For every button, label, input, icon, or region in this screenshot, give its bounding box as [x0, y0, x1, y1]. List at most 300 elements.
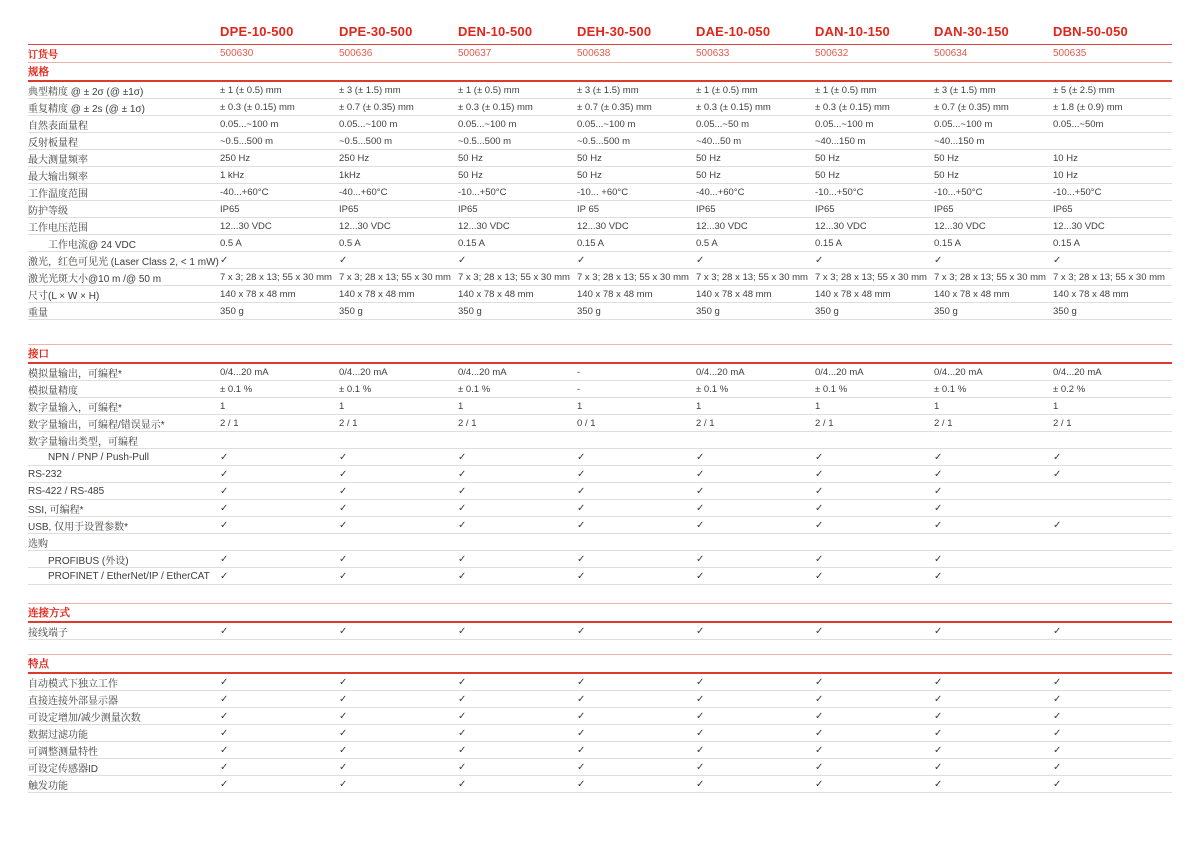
check-icon: ✓	[815, 727, 824, 739]
spec-cell	[696, 677, 815, 688]
spec-cell: -40...+60°C	[220, 186, 269, 198]
table-row	[28, 184, 1172, 201]
check-icon: ✓	[220, 553, 229, 565]
check-icon: ✓	[220, 710, 229, 722]
table-row	[28, 483, 1172, 500]
check-icon: ✓	[458, 570, 467, 582]
spec-cell: 350 g	[815, 305, 839, 317]
check-icon: ✓	[815, 451, 824, 463]
spec-cell	[1053, 469, 1172, 480]
spec-cell	[339, 711, 458, 722]
table-row	[28, 691, 1172, 708]
check-icon: ✓	[339, 625, 348, 637]
table-row	[28, 568, 1172, 585]
spec-cell	[577, 711, 696, 722]
check-icon: ✓	[815, 710, 824, 722]
table-row	[28, 776, 1172, 793]
spec-cell: 0.05...~50m	[1053, 118, 1104, 130]
model-name: DEN-10-500	[458, 24, 533, 39]
check-icon: ✓	[696, 519, 705, 531]
check-icon: ✓	[1053, 761, 1062, 773]
check-icon: ✓	[1053, 676, 1062, 688]
spec-cell	[220, 711, 339, 722]
spec-cell	[934, 745, 1053, 756]
table-row	[28, 269, 1172, 286]
check-icon: ✓	[458, 778, 467, 790]
spec-cell	[934, 626, 1053, 637]
spec-cell	[696, 452, 815, 463]
spec-cell: 140 x 78 x 48 mm	[458, 288, 534, 300]
table-row	[28, 364, 1172, 381]
row-label: PROFIBUS (外设)	[48, 555, 129, 567]
spec-cell	[220, 694, 339, 705]
section	[28, 603, 1172, 640]
check-icon: ✓	[696, 727, 705, 739]
spec-cell	[934, 694, 1053, 705]
spec-cell	[577, 779, 696, 790]
table-row	[28, 303, 1172, 320]
table-row	[28, 167, 1172, 184]
table-row	[28, 116, 1172, 133]
spec-cell	[458, 728, 577, 739]
spec-cell: ± 0.1 %	[220, 383, 253, 395]
check-icon: ✓	[696, 744, 705, 756]
section-title: 规格	[28, 66, 49, 78]
check-icon: ✓	[339, 727, 348, 739]
spec-cell: 50 Hz	[458, 152, 483, 164]
check-icon: ✓	[339, 778, 348, 790]
spec-cell: 2 / 1	[815, 417, 834, 429]
spec-cell: 0.05...~100 m	[934, 118, 993, 130]
spec-cell	[220, 571, 339, 582]
check-icon: ✓	[339, 451, 348, 463]
check-icon: ✓	[458, 254, 467, 266]
check-icon: ✓	[1053, 778, 1062, 790]
model-header-row	[28, 20, 1172, 45]
row-label: 接线端子	[28, 627, 68, 639]
spec-cell	[577, 745, 696, 756]
check-icon: ✓	[220, 778, 229, 790]
check-icon: ✓	[339, 519, 348, 531]
spec-cell	[339, 728, 458, 739]
order-number: 500634	[934, 48, 968, 59]
table-row	[28, 500, 1172, 517]
spec-cell	[1053, 626, 1172, 637]
spec-cell	[934, 554, 1053, 565]
spec-cell: 250 Hz	[339, 152, 370, 164]
row-subheader-label: 选购	[28, 538, 48, 550]
spec-cell: ± 0.3 (± 0.15) mm	[220, 101, 295, 113]
check-icon: ✓	[339, 744, 348, 756]
check-icon: ✓	[339, 485, 348, 497]
spec-cell	[339, 469, 458, 480]
spec-cell	[934, 728, 1053, 739]
spec-cell: 0/4...20 mA	[220, 366, 269, 378]
check-icon: ✓	[1053, 727, 1062, 739]
spec-cell	[220, 779, 339, 790]
check-icon: ✓	[696, 570, 705, 582]
check-icon: ✓	[458, 693, 467, 705]
check-icon: ✓	[339, 502, 348, 514]
check-icon: ✓	[934, 744, 943, 756]
model-name: DEH-30-500	[577, 24, 652, 39]
row-label: 模拟量输出，可编程*	[28, 368, 122, 380]
spec-cell: 1	[577, 400, 583, 412]
check-icon: ✓	[1053, 451, 1062, 463]
spec-cell: 0.05...~100 m	[458, 118, 517, 130]
check-icon: ✓	[1053, 744, 1062, 756]
spec-cell: 12...30 VDC	[696, 220, 748, 232]
spec-cell: ± 0.3 (± 0.15) mm	[458, 101, 533, 113]
check-icon: ✓	[458, 502, 467, 514]
model-name: DAN-10-150	[815, 24, 890, 39]
spec-cell: 12...30 VDC	[220, 220, 272, 232]
row-label: 直接连接外部显示器	[28, 695, 118, 707]
row-label: 激光光斑大小@10 m /@ 50 m	[28, 273, 162, 285]
spec-cell	[458, 694, 577, 705]
row-label: RS-232	[28, 468, 62, 480]
spec-cell: 0.15 A	[934, 237, 961, 249]
table-row	[28, 398, 1172, 415]
spec-cell: IP65	[220, 203, 240, 215]
row-label: 数字量输入，可编程*	[28, 402, 122, 414]
check-icon: ✓	[815, 502, 824, 514]
check-icon: ✓	[696, 778, 705, 790]
table-row	[28, 432, 1172, 449]
spec-cell: 1	[458, 400, 464, 412]
spec-cell: 2 / 1	[1053, 417, 1072, 429]
spec-cell: 50 Hz	[815, 152, 840, 164]
spec-cell	[815, 677, 934, 688]
check-icon: ✓	[339, 553, 348, 565]
spec-cell	[815, 571, 934, 582]
spec-cell: ~0.5...500 m	[220, 135, 274, 147]
spec-cell: 0.15 A	[815, 237, 842, 249]
table-row	[28, 449, 1172, 466]
row-label: 重量	[28, 307, 48, 319]
row-label: SSI, 可编程*	[28, 504, 84, 516]
check-icon: ✓	[1053, 254, 1062, 266]
spec-cell: -40...+60°C	[339, 186, 388, 198]
spec-cell: 140 x 78 x 48 mm	[815, 288, 891, 300]
check-icon: ✓	[696, 676, 705, 688]
spec-cell: 0/4...20 mA	[458, 366, 507, 378]
table-row	[28, 381, 1172, 398]
check-icon: ✓	[934, 727, 943, 739]
spec-cell	[1053, 762, 1172, 773]
spec-cell: ± 0.1 %	[339, 383, 372, 395]
spec-cell: ± 0.1 %	[696, 383, 729, 395]
table-row	[28, 517, 1172, 534]
check-icon: ✓	[339, 710, 348, 722]
table-row	[28, 466, 1172, 483]
spec-cell	[577, 626, 696, 637]
section-title: 连接方式	[28, 607, 70, 619]
row-label: 可设定传感器ID	[28, 763, 98, 775]
check-icon: ✓	[577, 519, 586, 531]
table-row	[28, 534, 1172, 551]
check-icon: ✓	[934, 553, 943, 565]
check-icon: ✓	[696, 710, 705, 722]
spec-cell: ± 0.7 (± 0.35) mm	[577, 101, 652, 113]
table-row	[28, 99, 1172, 116]
spec-cell	[815, 779, 934, 790]
spec-cell: -10...+50°C	[1053, 186, 1102, 198]
row-label: 重复精度 @ ± 2s (@ ± 1σ)	[28, 103, 145, 115]
spec-cell	[934, 469, 1053, 480]
row-label: 尺寸(L × W × H)	[28, 290, 100, 302]
spec-cell	[696, 694, 815, 705]
check-icon: ✓	[934, 693, 943, 705]
order-number: 500638	[577, 48, 611, 59]
spec-cell	[220, 469, 339, 480]
spec-cell	[696, 486, 815, 497]
spec-cell: 7 x 3; 28 x 13; 55 x 30 mm	[815, 271, 927, 283]
spec-cell	[1053, 255, 1172, 266]
spec-cell: 10 Hz	[1053, 169, 1078, 181]
order-number: 500636	[339, 48, 373, 59]
check-icon: ✓	[220, 451, 229, 463]
table-row	[28, 286, 1172, 303]
spec-cell	[815, 745, 934, 756]
spec-cell	[458, 745, 577, 756]
spec-cell	[577, 554, 696, 565]
spec-cell: ± 0.1 %	[458, 383, 491, 395]
section	[28, 654, 1172, 793]
spec-cell	[458, 762, 577, 773]
check-icon: ✓	[696, 761, 705, 773]
check-icon: ✓	[815, 676, 824, 688]
table-row	[28, 759, 1172, 776]
check-icon: ✓	[577, 254, 586, 266]
table-row	[28, 674, 1172, 691]
table-row	[28, 133, 1172, 150]
check-icon: ✓	[220, 761, 229, 773]
check-icon: ✓	[577, 727, 586, 739]
spec-cell: 0.05...~100 m	[339, 118, 398, 130]
check-icon: ✓	[220, 625, 229, 637]
spec-cell	[577, 520, 696, 531]
spec-cell	[815, 762, 934, 773]
table-row	[28, 708, 1172, 725]
spec-cell	[577, 728, 696, 739]
spec-cell	[220, 728, 339, 739]
spec-cell	[458, 469, 577, 480]
spec-cell	[696, 728, 815, 739]
spec-cell	[1053, 677, 1172, 688]
spec-cell: IP65	[458, 203, 478, 215]
spec-cell: -10...+50°C	[934, 186, 983, 198]
spec-cell: 140 x 78 x 48 mm	[220, 288, 296, 300]
spec-cell: ~40...50 m	[696, 135, 742, 147]
spec-cell	[815, 452, 934, 463]
spec-cell: IP65	[696, 203, 716, 215]
spec-cell	[220, 452, 339, 463]
spec-cell: 2 / 1	[458, 417, 477, 429]
row-label: USB, 仅用于设置参数*	[28, 521, 129, 533]
check-icon: ✓	[220, 485, 229, 497]
spec-cell	[696, 711, 815, 722]
spec-cell	[458, 711, 577, 722]
spec-cell	[577, 762, 696, 773]
spec-cell	[339, 486, 458, 497]
check-icon: ✓	[577, 468, 586, 480]
spec-cell	[339, 503, 458, 514]
check-icon: ✓	[815, 693, 824, 705]
row-label: RS-422 / RS-485	[28, 485, 105, 497]
spec-cell	[339, 694, 458, 705]
spec-cell: ± 3 (± 1.5) mm	[339, 84, 401, 96]
check-icon: ✓	[815, 778, 824, 790]
spec-cell: 50 Hz	[577, 169, 602, 181]
section	[28, 62, 1172, 320]
check-icon: ✓	[1053, 519, 1062, 531]
check-icon: ✓	[934, 778, 943, 790]
spec-cell: ~0.5...500 m	[577, 135, 631, 147]
spec-cell	[339, 452, 458, 463]
spec-cell	[458, 626, 577, 637]
spec-cell: 0.05...~100 m	[577, 118, 636, 130]
spec-cell: 350 g	[696, 305, 720, 317]
row-label: 数据过滤功能	[28, 729, 88, 741]
spec-cell	[815, 255, 934, 266]
check-icon: ✓	[458, 519, 467, 531]
check-icon: ✓	[815, 744, 824, 756]
spec-cell: ± 1 (± 0.5) mm	[815, 84, 877, 96]
check-icon: ✓	[934, 254, 943, 266]
section-title: 接口	[28, 348, 49, 360]
spec-cell: 1	[934, 400, 940, 412]
spec-cell: ± 0.7 (± 0.35) mm	[339, 101, 414, 113]
spec-cell	[577, 486, 696, 497]
check-icon: ✓	[934, 761, 943, 773]
spec-cell: 1 kHz	[220, 169, 245, 181]
spec-cell: ± 0.3 (± 0.15) mm	[696, 101, 771, 113]
spec-cell	[339, 779, 458, 790]
check-icon: ✓	[815, 761, 824, 773]
spec-cell	[696, 469, 815, 480]
spec-cell: 0/4...20 mA	[339, 366, 388, 378]
spec-cell	[577, 469, 696, 480]
spec-cell: -10...+50°C	[458, 186, 507, 198]
check-icon: ✓	[577, 778, 586, 790]
spec-cell: ± 0.2 %	[1053, 383, 1086, 395]
check-icon: ✓	[220, 727, 229, 739]
spec-cell	[220, 745, 339, 756]
check-icon: ✓	[696, 502, 705, 514]
check-icon: ✓	[458, 744, 467, 756]
order-number: 500637	[458, 48, 492, 59]
spec-cell: 1kHz	[339, 169, 361, 181]
spec-cell	[458, 452, 577, 463]
spec-cell: 7 x 3; 28 x 13; 55 x 30 mm	[934, 271, 1046, 283]
section-title-row	[28, 654, 1172, 674]
row-label: 可调整测量特性	[28, 746, 98, 758]
check-icon: ✓	[577, 761, 586, 773]
check-icon: ✓	[220, 570, 229, 582]
spec-cell	[339, 520, 458, 531]
spec-cell	[934, 762, 1053, 773]
spec-cell	[1053, 711, 1172, 722]
spec-cell	[815, 503, 934, 514]
check-icon: ✓	[577, 744, 586, 756]
spec-cell	[934, 571, 1053, 582]
spec-cell: 350 g	[934, 305, 958, 317]
spec-cell: ± 1 (± 0.5) mm	[696, 84, 758, 96]
spec-cell: 7 x 3; 28 x 13; 55 x 30 mm	[1053, 271, 1165, 283]
spec-cell	[220, 762, 339, 773]
check-icon: ✓	[815, 553, 824, 565]
spec-cell: 50 Hz	[934, 169, 959, 181]
check-icon: ✓	[696, 254, 705, 266]
spec-cell: 1	[1053, 400, 1059, 412]
spec-cell	[339, 571, 458, 582]
spec-cell	[220, 554, 339, 565]
spec-cell	[696, 503, 815, 514]
spec-cell: ± 0.7 (± 0.35) mm	[934, 101, 1009, 113]
row-label: 典型精度 @ ± 2σ (@ ±1σ)	[28, 86, 144, 98]
spec-cell: -	[577, 366, 581, 378]
spec-cell: IP65	[1053, 203, 1073, 215]
check-icon: ✓	[934, 676, 943, 688]
spec-cell: IP65	[339, 203, 359, 215]
table-row	[28, 252, 1172, 269]
row-label: 数字量输出，可编程/错误显示*	[28, 419, 165, 431]
spec-cell: 12...30 VDC	[1053, 220, 1105, 232]
table-row	[28, 725, 1172, 742]
spec-cell	[815, 520, 934, 531]
spec-cell: 0 / 1	[577, 417, 596, 429]
spec-cell	[696, 762, 815, 773]
spec-cell: 250 Hz	[220, 152, 251, 164]
check-icon: ✓	[577, 676, 586, 688]
check-icon: ✓	[220, 468, 229, 480]
spec-cell	[696, 745, 815, 756]
model-name: DAN-30-150	[934, 24, 1009, 39]
row-label: 模拟量精度	[28, 385, 78, 397]
spec-cell: 7 x 3; 28 x 13; 55 x 30 mm	[458, 271, 570, 283]
spec-cell	[696, 255, 815, 266]
model-name: DPE-30-500	[339, 24, 413, 39]
spec-cell: 350 g	[458, 305, 482, 317]
spec-cell: 140 x 78 x 48 mm	[934, 288, 1010, 300]
spec-cell	[577, 677, 696, 688]
spec-cell	[458, 255, 577, 266]
check-icon: ✓	[696, 625, 705, 637]
spec-cell: -	[577, 383, 581, 395]
order-number: 500632	[815, 48, 849, 59]
spec-cell	[815, 728, 934, 739]
spec-cell: 50 Hz	[458, 169, 483, 181]
spec-cell: 12...30 VDC	[458, 220, 510, 232]
check-icon: ✓	[339, 468, 348, 480]
spec-cell: ± 0.1 %	[815, 383, 848, 395]
spec-cell	[458, 520, 577, 531]
spec-cell: 1	[339, 400, 345, 412]
spec-cell: 2 / 1	[220, 417, 239, 429]
spec-cell	[815, 469, 934, 480]
spec-cell	[934, 677, 1053, 688]
spec-cell	[458, 571, 577, 582]
spec-cell: ± 1 (± 0.5) mm	[220, 84, 282, 96]
spec-cell	[934, 503, 1053, 514]
spec-cell: 0.05...~100 m	[220, 118, 279, 130]
table-row	[28, 235, 1172, 252]
spec-cell	[220, 486, 339, 497]
spec-cell: 0.05...~100 m	[815, 118, 874, 130]
row-label: 工作电压范围	[28, 222, 88, 234]
model-name: DAE-10-050	[696, 24, 771, 39]
